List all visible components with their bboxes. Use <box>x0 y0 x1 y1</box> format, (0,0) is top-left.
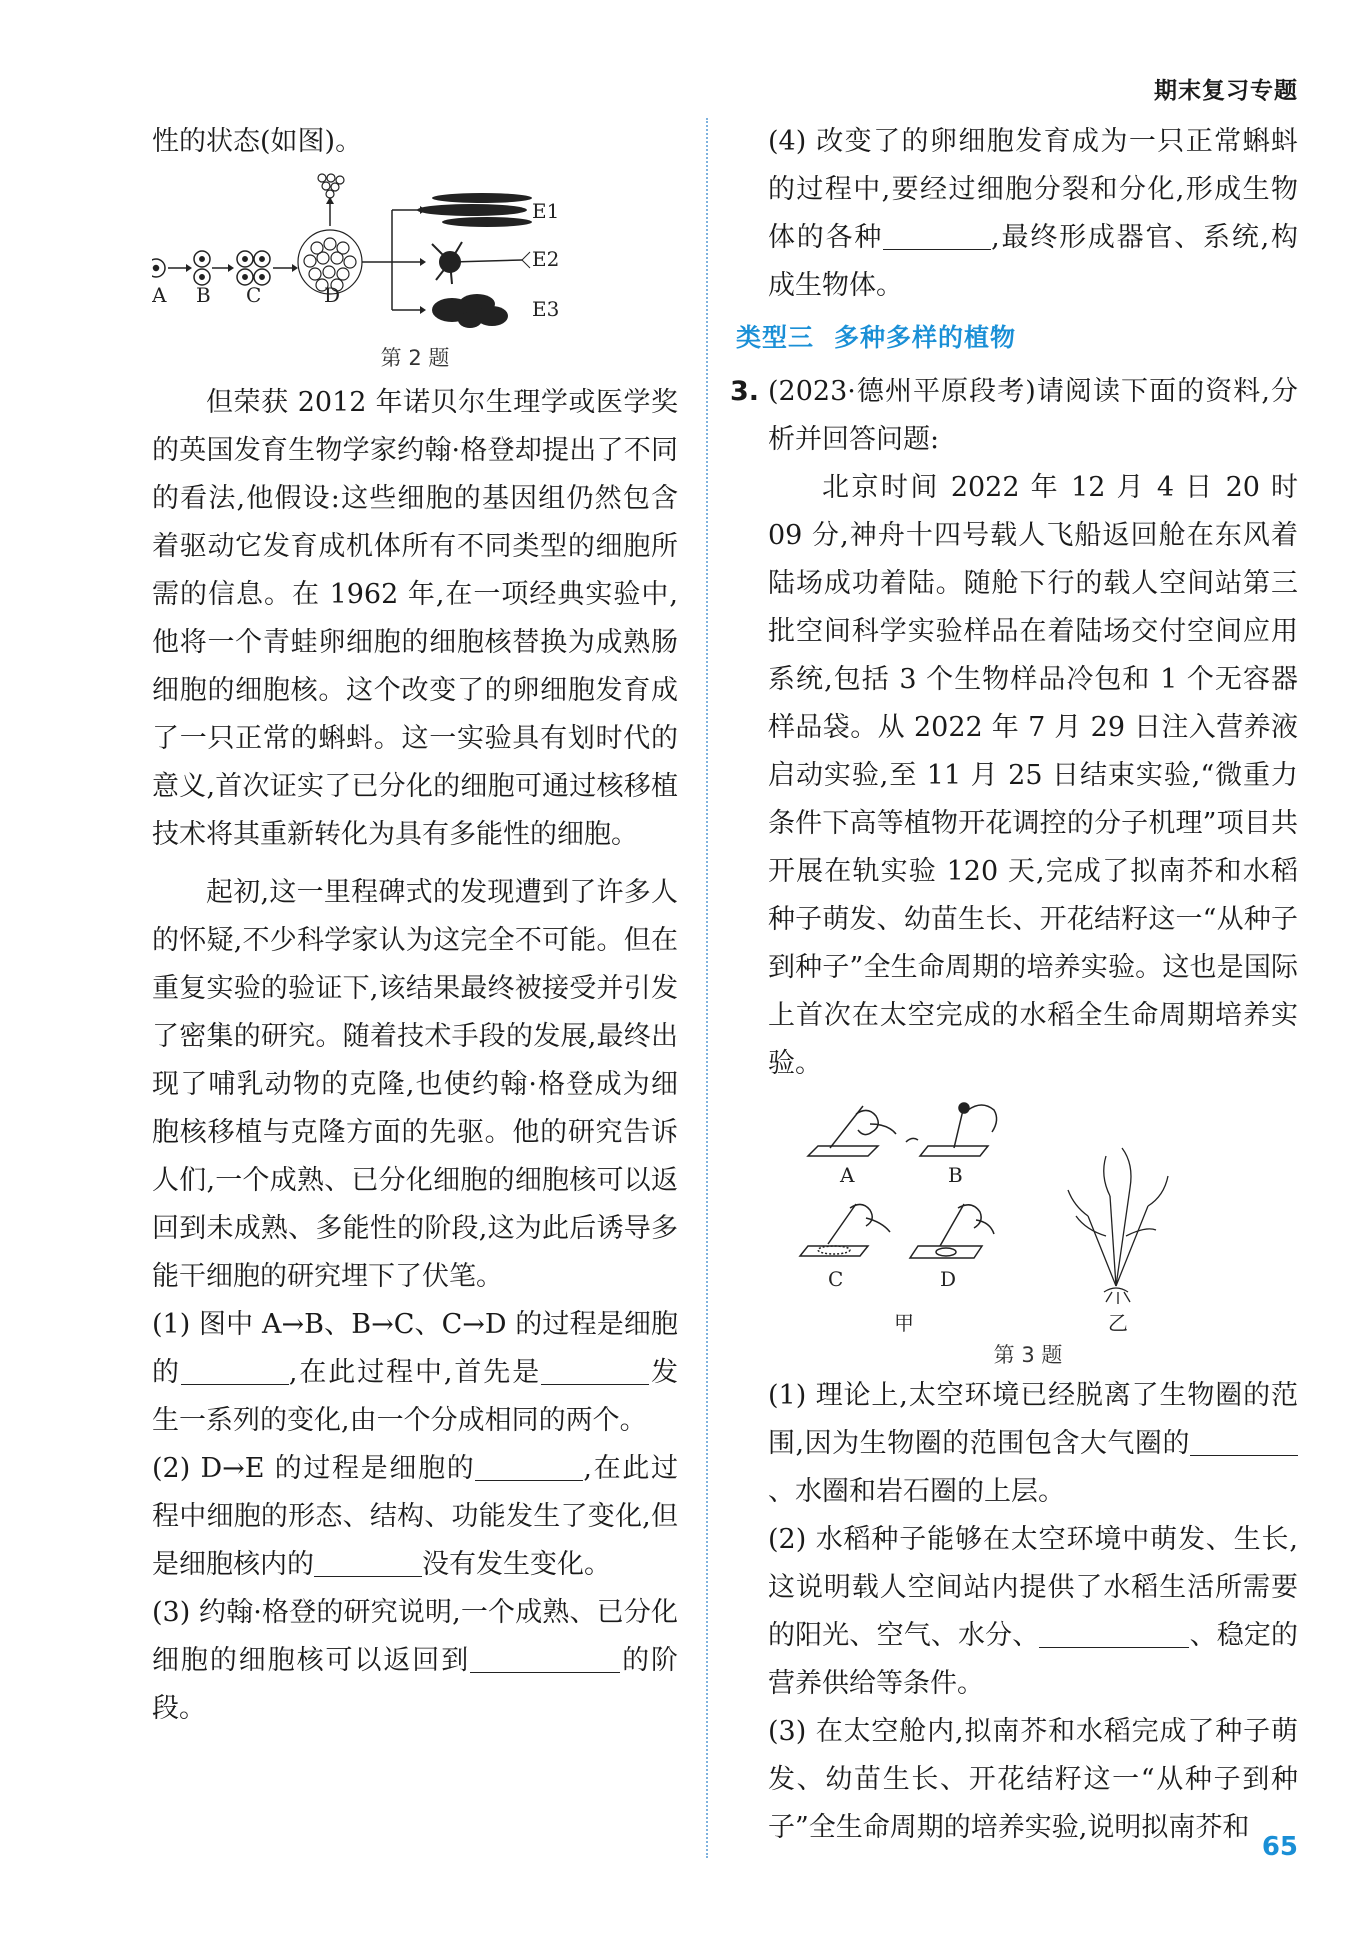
question-4: (4) 改变了的卵细胞发育成为一只正常蝌蚪的过程中,要经过细胞分裂和分化,形成生物体的各种 ,最终形成器官、系统,构成生物体。 <box>768 126 1298 301</box>
answer-blank[interactable] <box>314 1546 422 1577</box>
answer-blank[interactable] <box>883 219 991 250</box>
label-a: A <box>152 283 167 307</box>
label-b: B <box>948 1163 963 1187</box>
cell-division-diagram <box>152 170 678 355</box>
sub-question-1: (1) 理论上,太空环境已经脱离了生物圈的范围,因为生物圈的范围包含大气圈的、水圈和岩石圈的上层。 <box>768 1380 1298 1507</box>
sub-question-2: (2) 水稻种子能够在太空环境中萌发、生长,这说明载人空间站内提供了水稻生活所需要的阳光、空气、水分、 、稳定的营养供给等条件。 <box>768 1524 1299 1699</box>
section-title: 多种多样的植物 <box>834 323 1017 352</box>
label-e1: E1 <box>532 199 560 223</box>
rice-plant-drawing <box>1068 1148 1168 1304</box>
header-title: 期末复习专题 <box>1154 78 1298 104</box>
section-heading <box>736 314 1298 362</box>
label-d: D <box>940 1267 957 1291</box>
step-b-drawing <box>906 1103 997 1156</box>
label-a: A <box>840 1163 855 1187</box>
question-3-passage: 北京时间 2022 年 12 月 4 日 20 时 09 分,神舟十四号载人飞船返回舱在东风着陆场成功着陆。随舱下行的载人空间站第三批空间科学实验样品在着陆场交付空间应用系统,包括 3 个生物样品冷包和 1 个无容器样品袋。从 2022 年 7 月 29 日注入营养液启动实验,至 11 月 25 日结束实验,“微重力条件下高等植物开花调控的分子机理”项目共开展在轨实验 120 天,完成了拟南芥和水稻种子萌发、幼苗生长、开花结籽这一“从种子到种子”全生命周期的培养实验。这也是国际上首次在太空完成的水稻全生命周期培养实验。 <box>768 472 1298 1079</box>
step-d-drawing <box>910 1204 994 1258</box>
question-2: (2) D→E 的过程是细胞的 ,在此过程中细胞的形态、结构、功能发生了变化,但是细胞核内的 没有发生变化。 <box>152 1445 678 1589</box>
figure-2-caption: 第 2 题 <box>380 346 450 370</box>
label-d: D <box>324 283 341 307</box>
section-label: 类型三 <box>736 323 815 352</box>
cell-e1 <box>417 193 532 227</box>
sub-question-3: (3) 在太空舱内,拟南芥和水稻完成了种子萌发、幼苗生长、开花结籽这一“从种子到种子”全生命周期的培养实验,说明拟南芥和 <box>768 1716 1298 1843</box>
label-c: C <box>828 1267 844 1291</box>
column-divider <box>706 118 708 1858</box>
step-c-drawing <box>800 1204 890 1256</box>
figure-3 <box>768 1096 1298 1346</box>
cell-b <box>194 251 210 285</box>
cell-e3 <box>432 294 508 328</box>
answer-blank[interactable] <box>475 1450 583 1481</box>
cell-c <box>237 251 270 285</box>
answer-blank[interactable] <box>541 1354 649 1385</box>
paragraph-1: 但荣获 2012 年诺贝尔生理学或医学奖的英国发育生物学家约翰·格登却提出了不同的看法,他假设:这些细胞的基因组仍然包含着驱动它发育成机体所有不同类型的细胞所需的信息。在 1962 年,在一项经典实验中,他将一个青蛙卵细胞的细胞核替换为成熟肠细胞的细胞核。这个改变了的卵细胞发育成了一只正常的蝌蚪。这一实验具有划时代的意义,首次证实了已分化的细胞可通过核移植技术将其重新转化为具有多能性的细胞。 <box>152 387 678 850</box>
label-c: C <box>246 283 262 307</box>
right-column <box>730 118 1299 1852</box>
step-a-drawing <box>808 1106 896 1156</box>
label-e3: E3 <box>532 297 560 321</box>
answer-blank[interactable] <box>470 1642 620 1673</box>
question-1: (1) 图中 A→B、B→C、C→D 的过程是细胞的 ,在此过程中,首先是 发生一系列的变化,由一个分成相同的两个。 <box>152 1309 679 1436</box>
cell-e2 <box>432 242 530 284</box>
intro-end: 性的状态(如图)。 <box>152 126 363 157</box>
paragraph-2: 起初,这一里程碑式的发现遭到了许多人的怀疑,不少科学家认为这完全不可能。但在重复实验的验证下,该结果最终被接受并引发了密集的研究。随着技术手段的发展,最终出现了哺乳动物的克隆,也使约翰·格登成为细胞核移植与克隆方面的先驱。他的研究告诉人们,一个成熟、已分化细胞的细胞核可以返回到未成熟、多能性的阶段,这为此后诱导多能干细胞的研究埋下了伏笔。 <box>152 877 678 1292</box>
page-number: 65 <box>1261 1832 1298 1862</box>
experiment-diagram <box>768 1096 1298 1346</box>
label-e2: E2 <box>532 247 560 271</box>
label-yi: 乙 <box>1108 1311 1128 1335</box>
figure-2 <box>152 170 678 355</box>
question-number: 3. <box>730 376 760 407</box>
answer-blank[interactable] <box>181 1354 289 1385</box>
question-3-header: 3. (2023·德州平原段考)请阅读下面的资料,分析并回答问题: <box>768 368 1298 464</box>
figure-3-caption: 第 3 题 <box>993 1343 1063 1367</box>
answer-blank[interactable] <box>1190 1425 1298 1456</box>
left-column <box>152 118 678 1733</box>
label-jia: 甲 <box>894 1311 914 1335</box>
cell-a <box>152 259 165 277</box>
question-3: (3) 约翰·格登的研究说明,一个成熟、已分化细胞的细胞核可以返回到 的阶段。 <box>152 1597 679 1724</box>
label-b: B <box>196 283 211 307</box>
cell-cluster-top <box>318 174 344 198</box>
answer-blank[interactable] <box>1039 1617 1189 1648</box>
